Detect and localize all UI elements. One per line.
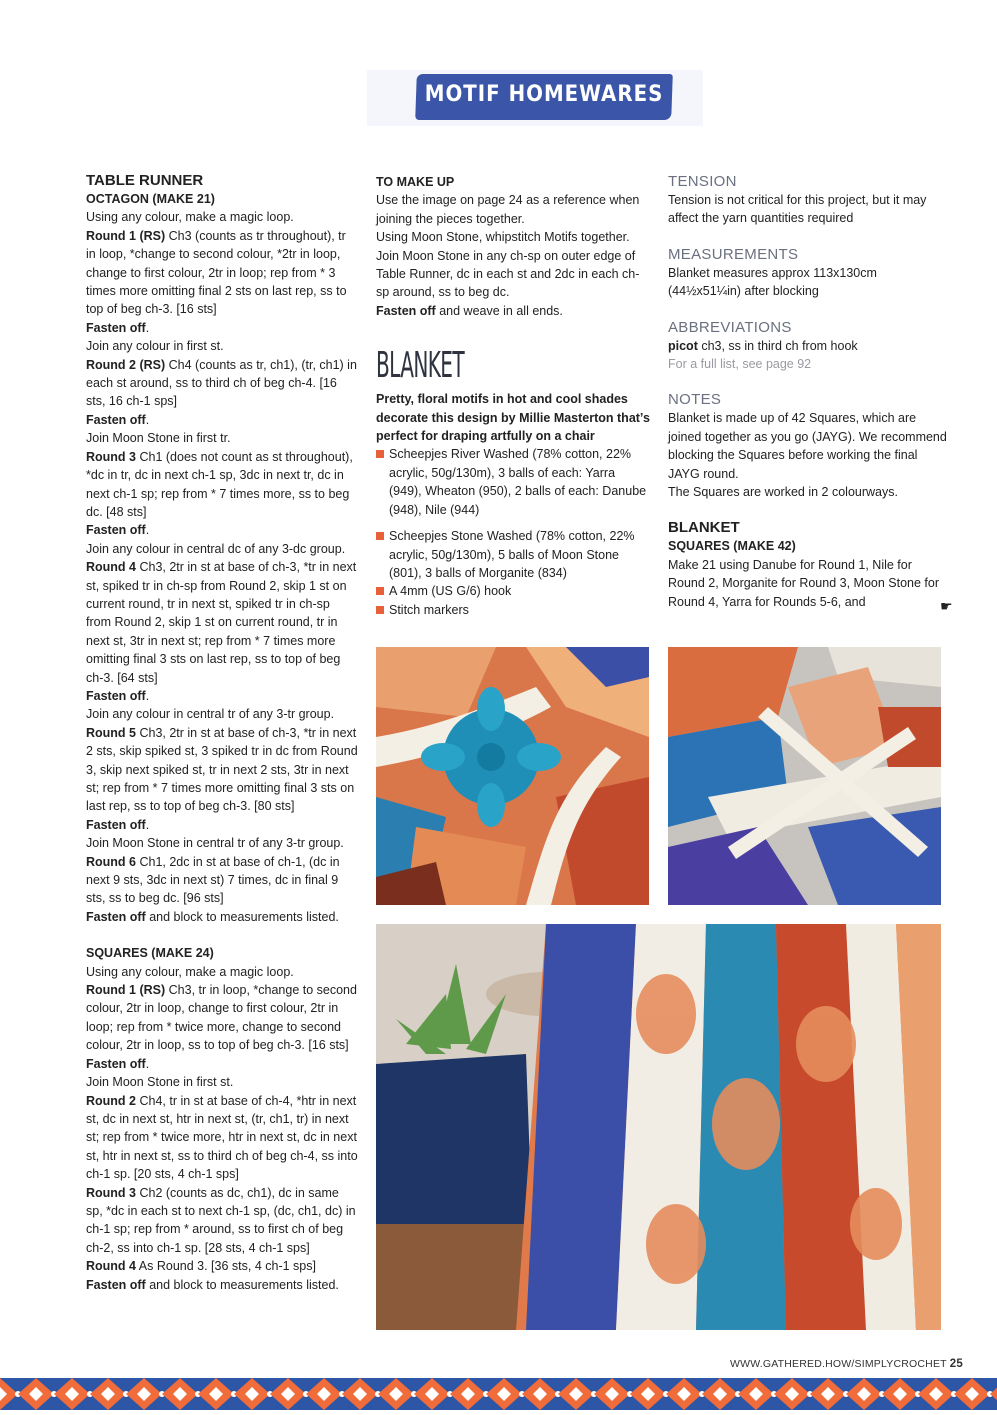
fasten-off-6: Fasten off. (86, 1056, 150, 1071)
section-banner (415, 74, 673, 120)
material-item: Scheepjes Stone Washed (78% cotton, 22% acrylic, 50g/130m), 5 balls of Moon Stone (801), 3 balls of Morganite (834) (376, 527, 651, 582)
material-item: A 4mm (US G/6) hook (376, 582, 651, 600)
photo-blanket-draped (376, 924, 941, 1330)
photo-joined-squares (668, 647, 941, 905)
abbreviation-picot: picot ch3, ss in third ch from hook (668, 338, 858, 353)
column-make-up (376, 173, 651, 619)
octagon-join-1: Join any colour in first st. (86, 339, 224, 354)
blanket-intro: Pretty, floral motifs in hot and cool shades decorate this design by Millie Masterton that’s perfect for draping artfully on a chair (376, 392, 650, 444)
material-item: Scheepjes River Washed (78% cotton, 22% acrylic, 50g/130m), 3 balls of each: Yarra (949), Wheaton (950), 2 balls of each: Danube (948), Nile (944) (376, 445, 651, 519)
make-up-text: Use the image on page 24 as a reference when joining the pieces together. (376, 193, 640, 226)
continue-arrow-icon: ☛ (940, 598, 953, 614)
octagon-round-6: Round 6 Ch1, 2dc in st at base of ch-1, (dc in next 9 sts, 3dc in next st) 7 times, dc in final 9 sts, ss to beg dc. [96 sts] (86, 854, 340, 906)
octagon-round-5: Round 5 Ch3, 2tr in st at base of ch-3, *tr in next 2 sts, skip spiked st, 3 spiked tr in dc from Round 3, skip next spiked st, tr in next 2 sts, 3tr in next st; rep from * 7 times more omitting final 3 sts on last rep, ss to top of beg ch-3. [80 sts] (86, 725, 358, 814)
squares-join: Join Moon Stone in first st. (86, 1075, 234, 1090)
squares-fasten-off-end: Fasten off and block to measurements listed. (86, 1277, 339, 1292)
blanket-heading: BLANKET (668, 519, 740, 537)
squares-round-1: Round 1 (RS) Ch3, tr in loop, *change to second colour, 2tr in loop, change to first colour, 2tr in loop; rep from * twice more, change to second colour, 2tr in loop, ss to top of beg ch-3. [16 sts] (86, 983, 357, 1053)
column-table-runner (86, 172, 358, 1294)
squares-intro: Using any colour, make a magic loop. (86, 964, 294, 979)
make-up-fasten-off: Fasten off and weave in all ends. (376, 303, 563, 318)
octagon-join-5: Join Moon Stone in central tr of any 3-tr group. (86, 836, 344, 851)
fasten-off-3: Fasten off. (86, 523, 150, 538)
material-item: Stitch markers (376, 601, 651, 619)
octagon-round-4: Round 4 Ch3, 2tr in st at base of ch-3, *tr in next st, spiked tr in ch-sp from Round 2, skip 1 st on current round, tr in next st, spiked tr in ch-sp from Round 2, skip 1 st on current round, tr in next st, 3tr in next st; rep from * 7 times more omitting final 3 sts on last rep, ss to top of beg ch-3. [64 sts] (86, 560, 357, 685)
octagon-round-3: Round 3 Ch1 (does not count as st throughout), *dc in tr, dc in next ch-1 sp, 3dc in next tr, dc in next ch-1 sp; rep from * 7 times more, ss to beg dc. [48 sts] (86, 449, 353, 519)
make-up-text-2: Using Moon Stone, whipstitch Motifs together. Join Moon Stone in any ch-sp on outer edge of Table Runner, dc in each st and 2dc in each ch-sp around, ss to beg dc. (376, 230, 640, 300)
notes-heading: NOTES (668, 391, 722, 409)
page-number: 25 (949, 1358, 963, 1370)
blanket-squares-text: Make 21 using Danube for Round 1, Nile for Round 2, Morganite for Round 3, Moon Stone for Round 4, Yarra for Rounds 5-6, and (668, 557, 939, 609)
octagon-fasten-off-end: Fasten off and block to measurements listed. (86, 909, 339, 924)
octagon-round-2: Round 2 (RS) Ch4 (counts as tr, ch1), (tr, ch1) in each st around, ss to third ch of beg ch-4. [16 sts, 16 ch-1 sps] (86, 357, 357, 409)
squares-heading: SQUARES (MAKE 24) (86, 946, 214, 961)
octagon-join-4: Join any colour in central tr of any 3-tr group. (86, 707, 335, 722)
notes-text-2: The Squares are worked in 2 colourways. (668, 485, 898, 500)
footer-url[interactable]: WWW.GATHERED.HOW/SIMPLYCROCHET 25 (730, 1358, 963, 1370)
fasten-off-4: Fasten off. (86, 688, 150, 703)
table-runner-title: TABLE RUNNER (86, 172, 204, 189)
octagon-intro: Using any colour, make a magic loop. (86, 210, 294, 225)
decorative-band (0, 1378, 997, 1410)
squares-round-4: Round 4 As Round 3. [36 sts, 4 ch-1 sps] (86, 1259, 316, 1274)
blanket-title: BLANKET (376, 345, 464, 387)
tension-text: Tension is not critical for this project, but it may affect the yarn quantities required (668, 193, 927, 226)
make-up-heading: TO MAKE UP (376, 175, 455, 189)
blanket-squares-heading: SQUARES (MAKE 42) (668, 539, 796, 554)
octagon-join-2: Join Moon Stone in first tr. (86, 431, 231, 446)
column-info (668, 165, 950, 611)
measurements-text: Blanket measures approx 113x130cm (44½x51¼in) after blocking (668, 265, 877, 299)
octagon-join-3: Join any colour in central dc of any 3-dc group. (86, 541, 346, 556)
photo-motif-closeup (376, 647, 649, 905)
octagon-round-1: Round 1 (RS) Ch3 (counts as tr throughout), tr in loop, *change to second colour, *2tr in loop, change to first colour, 2tr in loop; rep from * 3 times more omitting final 2 sts on last rep, ss to top of beg ch-3. [16 sts] (86, 228, 347, 317)
notes-text: Blanket is made up of 42 Squares, which are joined together as you go (JAYG). We recommend blocking the Squares before working the final JAYG round. (668, 411, 947, 481)
abbreviations-heading: ABBREVIATIONS (668, 318, 792, 336)
octagon-heading: OCTAGON (MAKE 21) (86, 192, 215, 206)
fasten-off-5: Fasten off. (86, 817, 150, 832)
fasten-off-2: Fasten off. (86, 412, 150, 427)
section-label: MOTIF HOMEWARES (424, 82, 664, 107)
tension-heading: TENSION (668, 173, 737, 190)
squares-round-3: Round 3 Ch2 (counts as dc, ch1), dc in same sp, *dc in each st to next ch-1 sp, (dc, ch1, dc) in ch-1 sp; rep from * around, ss to first ch of beg ch-2, ss into ch-1 sp. [28 sts, 4 ch-1 sps] (86, 1185, 356, 1255)
abbreviations-note: For a full list, see page 92 (668, 357, 812, 372)
squares-round-2: Round 2 Ch4, tr in st at base of ch-4, *htr in next st, dc in next st, htr in next st, (tr, ch1, tr) in next st; rep from * twice more, htr in next st, dc in next st, htr in next st, ss to third ch of beg ch-4, ss into ch-1 sp. [20 sts, 4 ch-1 sps] (86, 1093, 358, 1182)
measurements-heading: MEASUREMENTS (668, 245, 799, 263)
fasten-off-1: Fasten off. (86, 320, 150, 335)
